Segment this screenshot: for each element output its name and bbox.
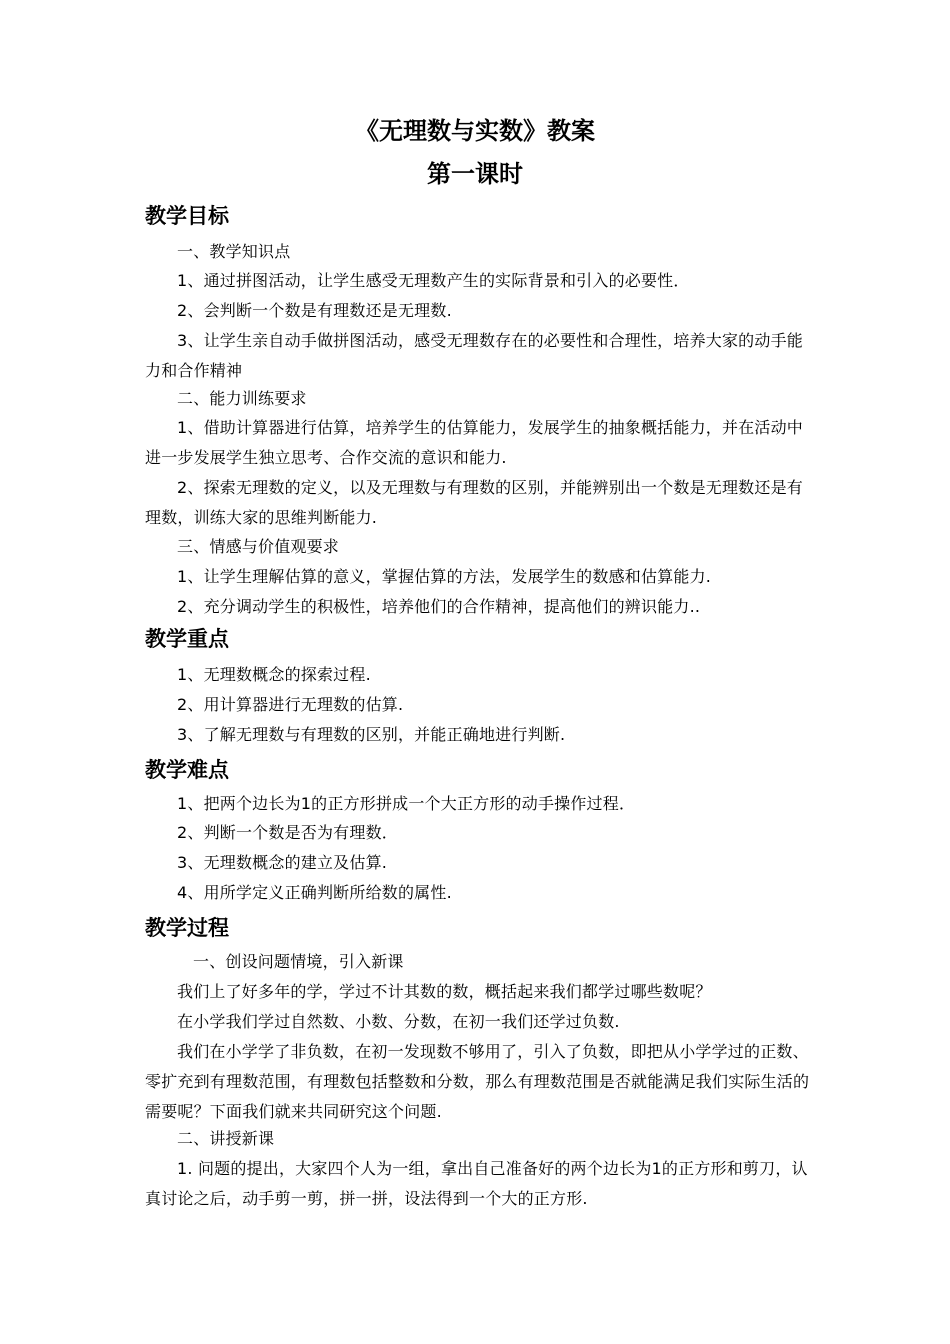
paragraph: 1. 问题的提出，大家四个人为一组，拿出自己准备好的两个边长为1的正方形和剪刀，认真讨论之后，动手剪一剪，拼一拼，设法得到一个大的正方形. [145,1159,808,1208]
paragraph: 我们在小学学了非负数，在初一发现数不够用了，引入了负数，即把从小学学过的正数、零扩充到有理数范围，有理数包括整数和分数，那么有理数范围是否就能满足我们实际生活的需要呢？下面我们就来共同研究这个问题. [145,1042,810,1121]
list-item: 4、用所学定义正确判断所给数的属性. [177,883,452,902]
list-item: 2、判断一个数是否为有理数． [177,823,398,842]
paragraph: 我们上了好多年的学，学过不计其数的数，概括起来我们都学过哪些数呢？ [177,982,712,1001]
section-heading-difficulties: 教学难点 [145,758,229,782]
subheading-knowledge-points: 一、教学知识点 [177,242,291,261]
subheading-emotion-values: 三、情感与价值观要求 [177,537,340,556]
list-item: 1、通过拼图活动，让学生感受无理数产生的实际背景和引入的必要性． [177,271,690,290]
paragraph: 在小学我们学过自然数、小数、分数，在初一我们还学过负数. [177,1012,620,1031]
list-item: 2、探索无理数的定义，以及无理数与有理数的区别，并能辨别出一个数是无理数还是有理数，训练大家的思维判断能力. [145,478,803,527]
subheading-create-situation: 一、创设问题情境，引入新课 [193,952,404,971]
list-item: 3、无理数概念的建立及估算. [177,853,388,872]
list-item: 1、无理数概念的探索过程. [177,665,371,684]
list-item: 2、用计算器进行无理数的估算. [177,695,404,714]
section-heading-process: 教学过程 [145,916,229,940]
section-heading-objectives: 教学目标 [145,204,229,228]
document-title: 《无理数与实数》教案 [355,117,595,145]
list-item: 2、会判断一个数是有理数还是无理数. [177,301,452,320]
list-item: 2、充分调动学生的积极性，培养他们的合作精神，提高他们的辨识能力.. [177,597,701,616]
subheading-new-lesson: 二、讲授新课 [177,1129,275,1148]
list-item: 1、把两个边长为1的正方形拼成一个大正方形的动手操作过程． [177,794,636,813]
section-heading-key-points: 教学重点 [145,627,229,651]
document-subtitle: 第一课时 [427,160,523,188]
list-item: 3、了解无理数与有理数的区别，并能正确地进行判断. [177,725,566,744]
list-item: 1、让学生理解估算的意义，掌握估算的方法，发展学生的数感和估算能力. [177,567,712,586]
subheading-ability-requirements: 二、能力训练要求 [177,389,307,408]
list-item: 3、让学生亲自动手做拼图活动，感受无理数存在的必要性和合理性，培养大家的动手能力和合作精神 [145,331,803,380]
list-item: 1、借助计算器进行估算，培养学生的估算能力，发展学生的抽象概括能力，并在活动中进一步发展学生独立思考、合作交流的意识和能力. [145,418,803,467]
